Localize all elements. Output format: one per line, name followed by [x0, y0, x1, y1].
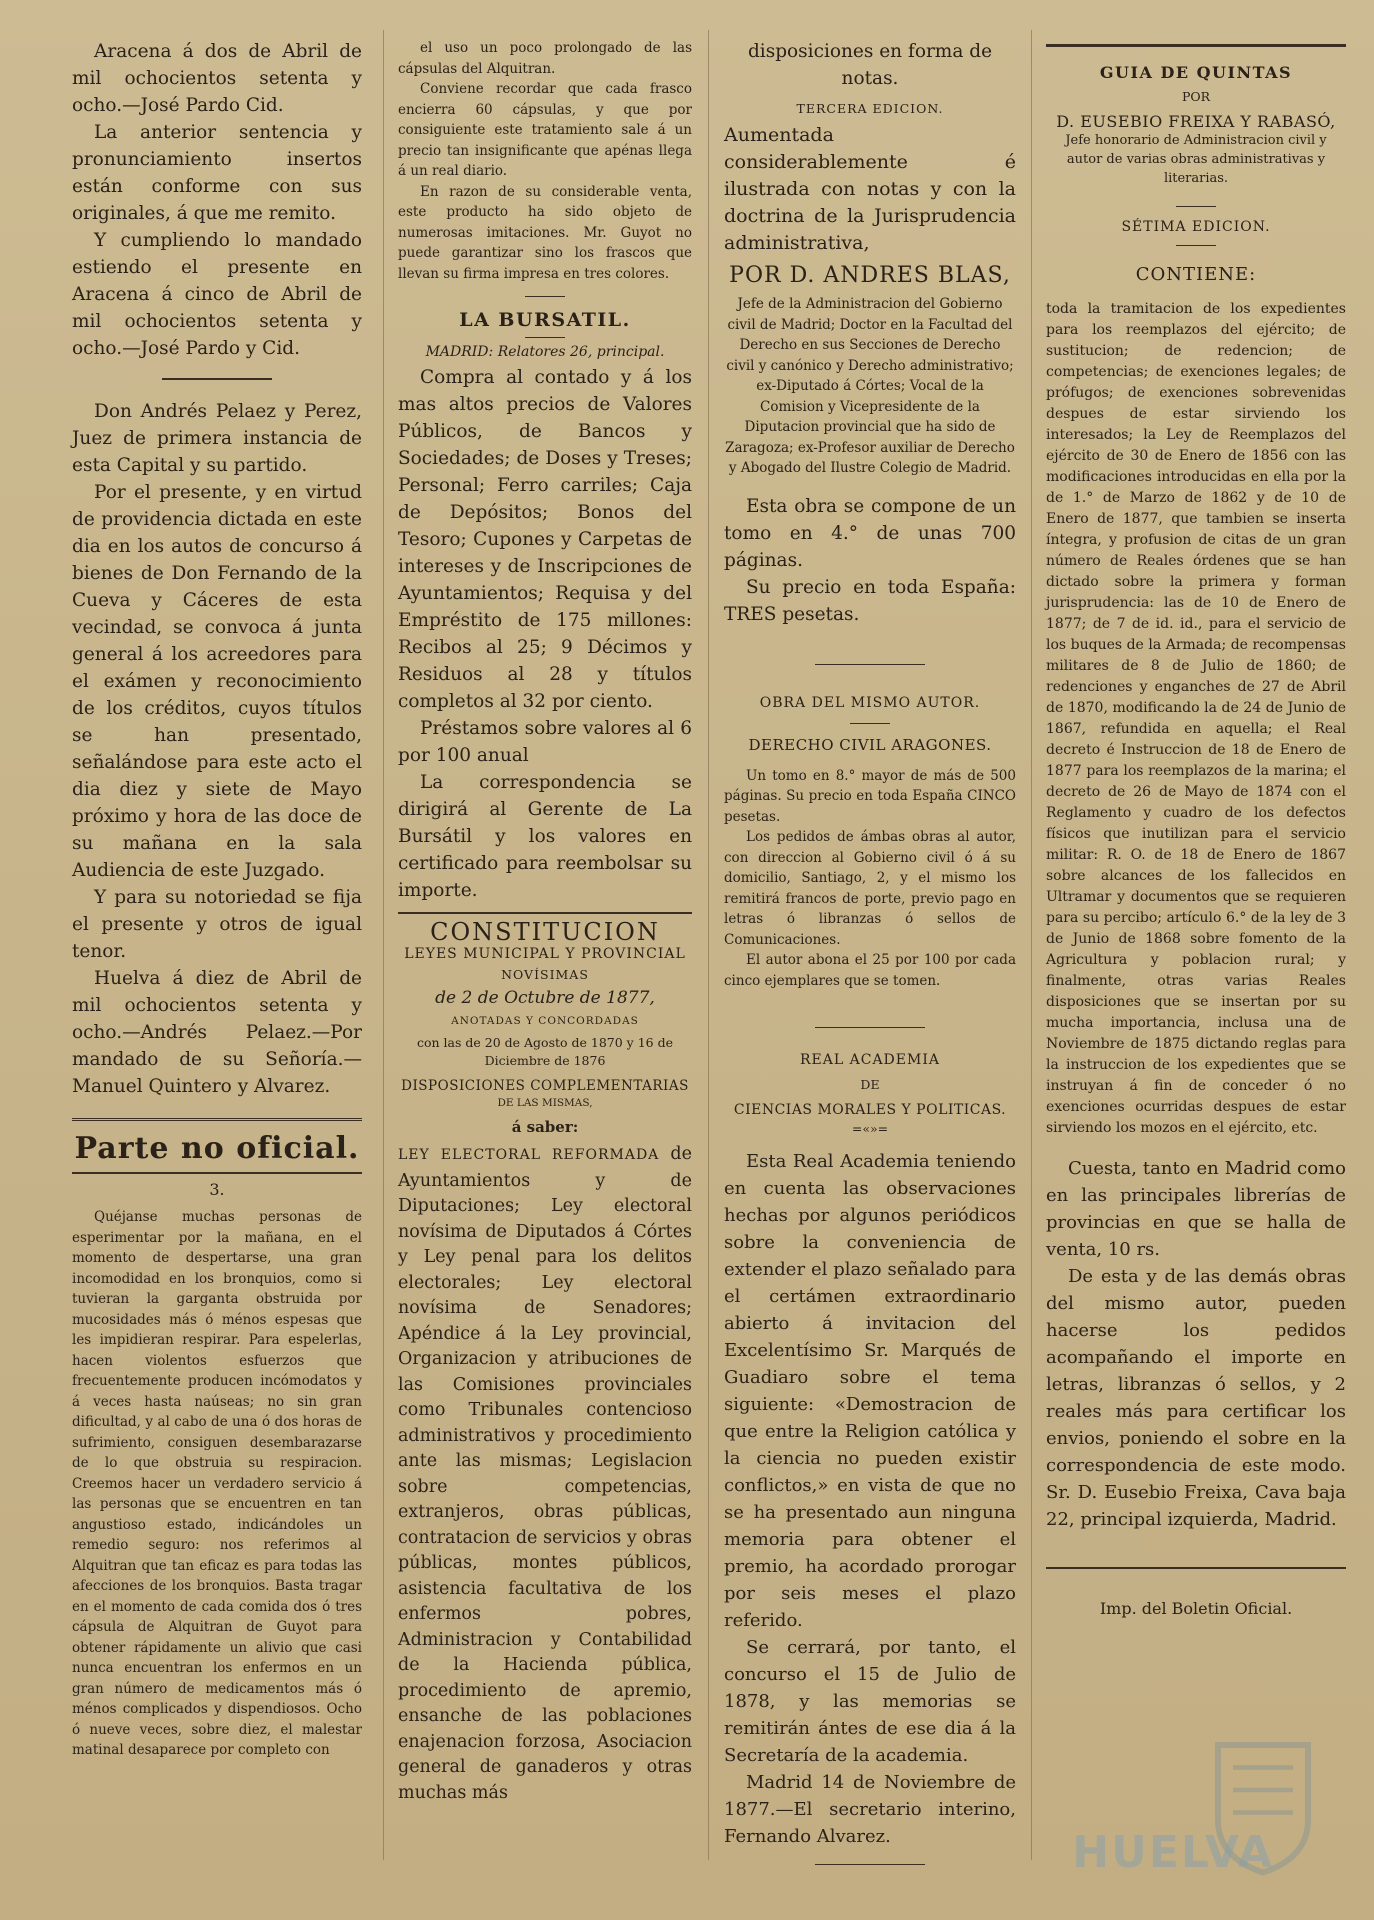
section-heading: CIENCIAS MORALES Y POLITICAS. — [733, 1102, 1007, 1118]
paragraph: La anterior sentencia y pronunciamiento insertos están conforme con sus originales, á que me remito. — [72, 122, 362, 224]
section-rule — [1046, 1567, 1346, 1569]
column-4 — [1046, 38, 1346, 1618]
paragraph: De esta y de las demás obras del mismo autor, pueden hacerse los pedidos acompañando el importe en letras, libranzas ó sellos, y 2 reales más para certificar los envios, poniendo el sobre en la correspondencia de este modo. Sr. D. Eusebio Freixa, Cava baja 22, principal izquierda, Madrid. — [1046, 1266, 1346, 1530]
section-heading: OBRA DEL MISMO AUTOR. — [759, 694, 981, 711]
paragraph: Aracena á dos de Abril de mil ochocientos setenta y ocho.—José Pardo Cid. — [72, 41, 362, 116]
separator — [525, 337, 565, 338]
book-title: GUIA DE QUINTAS — [1099, 63, 1293, 82]
paragraph: Su precio en toda España: TRES pesetas. — [724, 576, 1016, 625]
printer-imprint: Imp. del Boletin Oficial. — [1099, 1599, 1293, 1618]
book-subtitle: DE LAS MISMAS, — [497, 1097, 593, 1109]
paragraph: Un tomo en 8.° mayor de más de 500 páginas. Su precio en toda España CINCO pesetas. — [724, 767, 1016, 825]
section-rule — [72, 1118, 362, 1121]
book-byline: POR — [1181, 89, 1211, 104]
archive-stamp: HUELVA — [1072, 1827, 1274, 1878]
section-rule — [72, 1172, 362, 1174]
paragraph: En razon de su considerable venta, este producto ha sido objeto de numerosas imitaciones. Mr. Guyot no puede garantizar sino los frascos que llevan su firma impresa en tres colores. — [398, 183, 692, 282]
paragraph: Por el presente, y en virtud de providencia dictada en este dia en los autos de concurso á bienes de Don Fernando de la Cueva y Cáceres de esta vecindad, se convoca á junta general á los acreedores para el exámen y reconocimiento de los créditos, cuyos títulos se han presentado, señalándose para este acto el dia diez y siete de Mayo próximo y hora de las doce de su mañana en la sala Audiencia de este Juzgado. — [72, 482, 362, 881]
section-rule — [1046, 44, 1346, 47]
section-heading: REAL ACADEMIA — [800, 1052, 940, 1068]
advert-address: MADRID: Relatores 26, principal. — [425, 344, 665, 360]
paragraph: Los pedidos de ámbas obras al autor, con direccion al Gobierno civil ó á su domicilio, Santiago, 2, y el mismo los remitirá francos de porte, previo pago en letras ó libranzas ó sellos de Comunicaciones. — [724, 829, 1016, 948]
paragraph: disposiciones en forma de notas. — [747, 41, 993, 89]
paragraph: Madrid 14 de Noviembre de 1877.—El secretario interino, Fernando Alvarez. — [724, 1772, 1016, 1847]
book-subtitle: DISPOSICIONES COMPLEMENTARIAS — [401, 1078, 689, 1094]
book-date: de 2 de Octubre de 1877, — [435, 988, 655, 1008]
edict-heading: Don Andrés Pelaez y Perez, Juez de primera instancia de esta Capital y su partido. — [72, 401, 362, 476]
paragraph: Cuesta, tanto en Madrid como en las principales librerías de provincias en que se halla de venta, 10 rs. — [1046, 1158, 1346, 1260]
edition-label: SÉTIMA EDICION. — [1121, 219, 1271, 235]
paragraph: toda la tramitacion de los expedientes para los reemplazos del ejército; de sustitucion; de redencion; de competencias; de exenciones legales; de prófugos; de exenciones sobrevenidas despues de estar sirviendo los interesados; la Ley de Reemplazos del ejército de 30 de Enero de 1856 con las modificaciones introducidas en ella por la de 1.° de Marzo de 1862 y de 10 de Enero de 1877, que tambien se inserta íntegra, y profusion de citas de un gran número de Reales órdenes que se han dictado sobre la primera y forman jurisprudencia: las de 10 de Enero de 1877; de 7 de id. id., para el servicio de los buques de la Armada; de recompensas militares de 8 de Julio de 1860; de redenciones y enganches de 27 de Abril de 1870, modificando la de 24 de Junio de 1867, refundida en aquella; el Real decreto é Instruccion de 18 de Enero de 1877 para los reemplazos de la marina; el decreto de 26 de Mayo de 1874 con el Reglamento y cuadro de los defectos físicos que inutilizan para el servicio militar: R. O. de 18 de Enero de 1867 sobre alcances de los fallecidos en Ultramar y documentos que se requieren para su percibo; artículo 6.° de la ley de 3 de Junio de 1868 sobre fomento de la Agricultura y poblacion rural; y finalmente, otras varias Reales disposiciones que se insertan por su mucha importancia, inclusa una de Noviembre de 1875 dictando reglas para la instruccion de los expedientes que se instruyan á fin de conceder ó no exenciones ocurridas despues de estar sirviendo los mozos en el ejército, etc. — [1046, 301, 1346, 1136]
section-heading: CONTIENE: — [1135, 264, 1257, 285]
paragraph: Y cumpliendo lo mandado estiendo el presente en Aracena á cinco de Abril de mil ochocientos setenta y ocho.—José Pardo y Cid. — [72, 230, 362, 359]
book-author: D. EUSEBIO FREIXA Y RABASÓ, — [1056, 112, 1336, 131]
separator — [815, 1864, 925, 1865]
paragraph: Compra al contado y á los mas altos precios de Valores Públicos, de Bancos y Sociedades; de Doses y Treses; Personal; Ferro carriles; Caja de Depósitos; Bonos del Tesoro; Cupones y Carpetas de intereses y de Inscripciones de Ayuntamientos; Requisa y del Empréstito de 175 millones: Recibos al 25; 9 Décimos y Residuos al 28 y títulos completos al 32 por ciento. — [398, 367, 692, 712]
separator — [1176, 245, 1216, 246]
section-rule — [398, 912, 692, 914]
paragraph: Conviene recordar que cada frasco encierra 60 cápsulas, y que por consiguiente este tratamiento sale á un precio tan insignificante que apénas llega á un real diario. — [398, 81, 692, 179]
paragraph: Y para su notoriedad se fija el presente y otros de igual tenor. — [72, 887, 362, 962]
separator — [815, 1027, 925, 1028]
separator — [850, 723, 890, 724]
edition-label: TERCERA EDICION. — [796, 101, 944, 116]
book-subtitle: á saber: — [511, 1118, 579, 1136]
section-heading: DE — [860, 1077, 880, 1092]
paragraph: La correspondencia se dirigirá al Gerente de La Bursátil y los valores en certificado para reembolsar su importe. — [398, 772, 692, 901]
column-1 — [72, 38, 362, 1761]
separator — [815, 664, 925, 665]
paragraph: Esta obra se compone de un tomo en 4.° de unas 700 páginas. — [724, 495, 1016, 571]
column-3 — [724, 38, 1016, 1879]
paragraph: Aumentada considerablemente é ilustrada con notas y con la doctrina de la Jurisprudencia administrativa, — [724, 124, 1016, 254]
paragraph: Se cerrará, por tanto, el concurso el 15 de Julio de 1878, y las memorias se remitirán ántes de ese dia á la Secretaría de la academia. — [724, 1637, 1016, 1766]
book-title: CONSTITUCION — [430, 918, 660, 946]
advert-title: LA BURSATIL. — [459, 309, 631, 331]
book-subtitle: LEYES MUNICIPAL Y PROVINCIAL — [404, 946, 686, 962]
paragraph: El autor abona el 25 por 100 por cada cinco ejemplares que se tomen. — [724, 952, 1016, 989]
paragraph: Préstamos sobre valores al 6 por 100 anual — [398, 718, 692, 766]
paragraph-lead: LEY ELECTORAL REFORMADA — [398, 1147, 660, 1163]
paragraph: Quéjanse muchas personas de esperimentar por la mañana, en el momento de despertarse, una gran incomodidad en los bronquios, como si tuvieran la garganta obstruida por mucosidades más ó ménos espesas que les impidieran respirar. Para espelerlas, hacen violentos esfuerzos que frecuentemente producen incómodatos y á veces hasta naúseas; no sin gran dificultad, y al cabo de una ó dos horas de sufrimiento, consiguen desembarazarse de lo que obstruia su respiracion. Creemos hacer un verdadero servicio á las personas que se encuentren en tan angustioso estado, indicándoles un remedio seguro: nos referimos al Alquitran que tan eficaz es para todas las afecciones de los bronquios. Basta tragar en el momento de cada comida dos ó tres cápsula de Alquitran de Guyot para obtener rápidamente un alivio que casi nunca encuentran los enfermos en un gran número de medicamentos más ó ménos complicados y dispendiosos. Ocho ó nueve veces, sobre diez, el malestar matinal desaparece por completo con — [72, 1209, 362, 1758]
book-note: con las de 20 de Agosto de 1870 y 16 de Diciembre de 1876 — [417, 1035, 673, 1068]
paragraph: de Ayuntamientos y de Diputaciones; Ley electoral novísima de Diputados á Córtes y Ley penal para los delitos electorales; Ley electoral novísima de Senadores; Apéndice á la Ley provincial, Organizacion y atribuciones de las Comisiones provinciales como Tribunales contencioso administrativos y procedimiento ante las mismas; Legislacion sobre competencias, extranjeros, obras públicas, contratacion de servicios y obras públicas, montes públicos, asistencia facultativa de los enfermos pobres, Administracion y Contabilidad de la Hacienda pública, procedimiento de apremio, ensanche de las poblaciones enajenacion forzosa, Asociacion general de ganaderos y otras muchas más — [398, 1144, 692, 1803]
paragraph: Esta Real Academia teniendo en cuenta las observaciones hechas por algunos periódicos sobre la conveniencia de extender el plazo señalado para el certámen extraordinario abierto á invitacion del Excelentísimo Sr. Marqués de Guadiaro sobre el tema siguiente: «Demostracion de que entre la Religion católica y la ciencia no pueden existir conflictos,» en vista de que no se ha presentado aun ninguna memoria para obtener el premio, ha acordado prorogar por seis meses el plazo referido. — [724, 1151, 1016, 1631]
separator — [525, 296, 565, 297]
paragraph: Huelva á diez de Abril de mil ochocientos setenta y ocho.—Andrés Pelaez.—Por mandado de su Señoría.—Manuel Quintero y Alvarez. — [72, 968, 362, 1097]
article-number: 3. — [209, 1180, 225, 1199]
column-2 — [398, 38, 692, 1806]
book-subtitle: NOVÍSIMAS — [501, 967, 589, 982]
ornament: =«»= — [851, 1121, 889, 1136]
separator — [162, 378, 272, 380]
column-divider — [1031, 30, 1032, 1860]
book-note: ANOTADAS Y CONCORDADAS — [451, 1015, 639, 1027]
column-divider — [708, 30, 709, 1860]
section-heading: DERECHO CIVIL ARAGONES. — [748, 735, 992, 754]
paragraph: el uso un poco prolongado de las cápsulas del Alquitran. — [398, 40, 692, 77]
author-bio: Jefe honorario de Administracion civil y autor de varias obras administrativas y literarias. — [1065, 133, 1327, 186]
author-line: POR D. ANDRES BLAS, — [729, 263, 1011, 288]
author-bio: Jefe de la Administracion del Gobierno civil de Madrid; Doctor en la Facultad del Derecho en sus Secciones de Derecho civil y canónico y Derecho administrativo; ex-Diputado á Córtes; Vocal de la Comision y Vicepresidente de la Diputacion provincial que ha sido de Zaragoza; ex-Profesor auxiliar de Derecho y Abogado del Ilustre Colegio de Madrid. — [725, 296, 1015, 476]
section-title: Parte no oficial. — [74, 1131, 360, 1166]
column-divider — [383, 30, 384, 1860]
separator — [1176, 206, 1216, 207]
